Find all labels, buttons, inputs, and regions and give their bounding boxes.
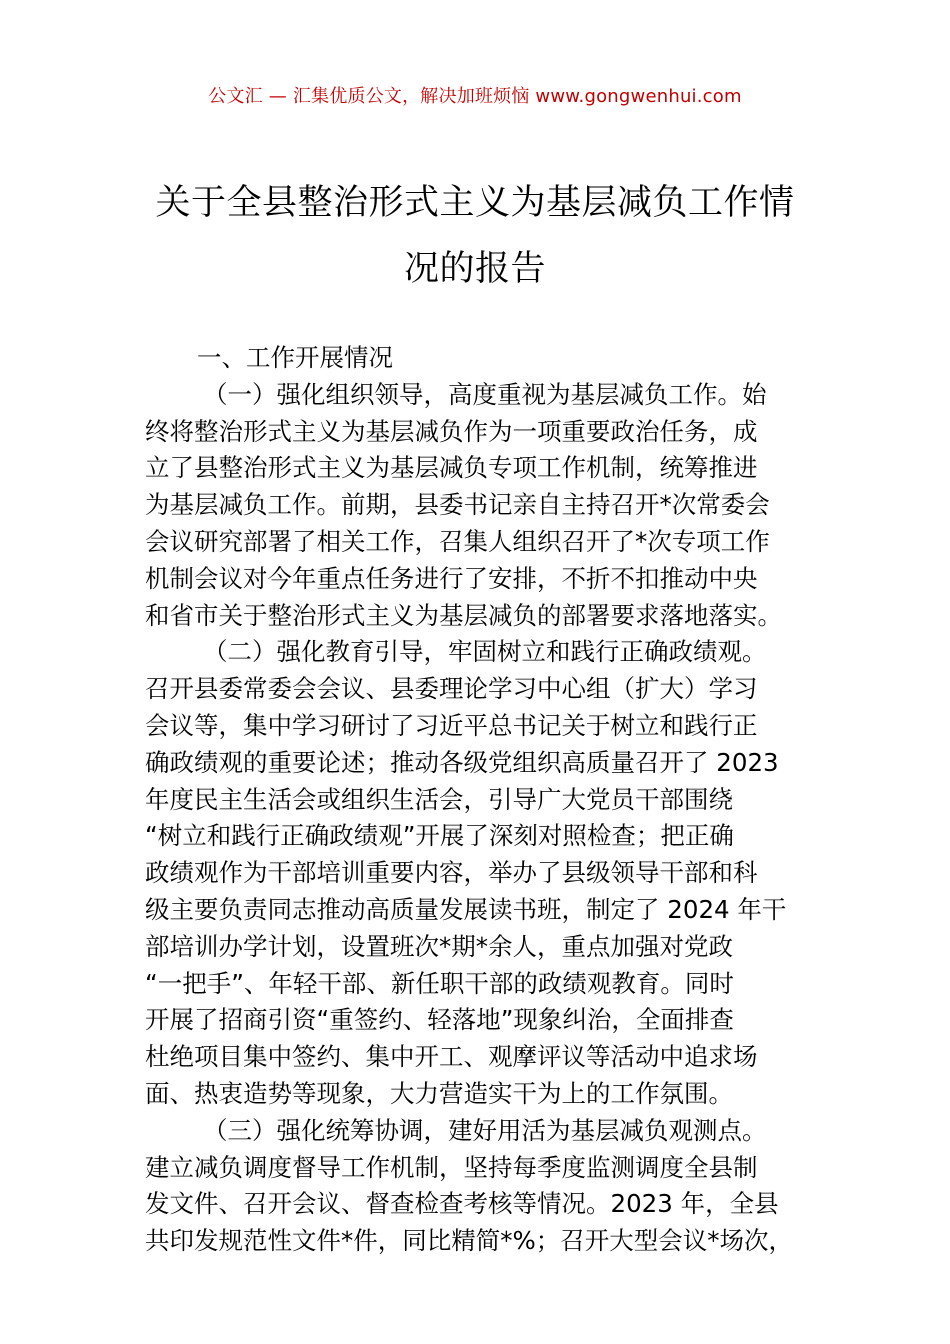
- paragraph-line: （三）强化统筹协调，建好用活为基层减负观测点。: [203, 1115, 767, 1145]
- paragraph-line: 确政绩观的重要论述；推动各级党组织高质量召开了 2023: [145, 747, 779, 777]
- paragraph-line: （一）强化组织领导，高度重视为基层减负工作。始: [203, 379, 767, 409]
- paragraph-3: [145, 1113, 815, 1260]
- title-line-2: 况的报告: [403, 249, 546, 289]
- paragraph-line: 终将整治形式主义为基层减负作为一项重要政治任务，成: [145, 416, 758, 446]
- section-heading: 一、工作开展情况: [197, 343, 393, 372]
- site-banner[interactable]: 公文汇 — 汇集优质公文，解决加班烦恼 www.gongwenhui.com: [208, 86, 742, 107]
- paragraph-line: “树立和践行正确政绩观”开展了深刻对照检查；把正确: [145, 821, 734, 851]
- paragraph-line: 会议等，集中学习研讨了习近平总书记关于树立和践行正: [145, 710, 758, 740]
- paragraph-line: “一把手”、年轻干部、新任职干部的政绩观教育。同时: [145, 968, 734, 998]
- paragraph-line: 发文件、召开会议、督查检查考核等情况。2023 年，全县: [145, 1189, 779, 1219]
- paragraph-line: 会议研究部署了相关工作，召集人组织召开了*次专项工作: [145, 526, 770, 556]
- paragraph-1: [145, 377, 815, 635]
- paragraph-line: 召开县委常委会会议、县委理论学习中心组（扩大）学习: [145, 674, 758, 704]
- paragraph-line: 政绩观作为干部培训重要内容，举办了县级领导干部和科: [145, 858, 758, 888]
- paragraph-line: 级主要负责同志推动高质量发展读书班，制定了 2024 年干: [145, 894, 787, 924]
- document-body: [145, 340, 815, 1260]
- paragraph-line: 面、热衷造势等现象，大力营造实干为上的工作氛围。: [145, 1078, 733, 1108]
- paragraph-2: [145, 634, 815, 1112]
- paragraph-line: 为基层减负工作。前期，县委书记亲自主持召开*次常委会: [145, 490, 770, 520]
- paragraph-line: 立了县整治形式主义为基层减负专项工作机制，统筹推进: [145, 453, 758, 483]
- paragraph-line: 共印发规范性文件*件，同比精简*%；召开大型会议*场次，: [145, 1226, 794, 1256]
- paragraph-line: （二）强化教育引导，牢固树立和践行正确政绩观。: [203, 637, 767, 667]
- paragraph-line: 年度民主生活会或组织生活会，引导广大党员干部围绕: [145, 784, 733, 814]
- paragraph-line: 机制会议对今年重点任务进行了安排，不折不扣推动中央: [145, 563, 758, 593]
- paragraph-line: 建立减负调度督导工作机制，坚持每季度监测调度全县制: [145, 1152, 758, 1182]
- document-title: [145, 170, 805, 302]
- paragraph-line: 和省市关于整治形式主义为基层减负的部署要求落地落实。: [145, 600, 782, 630]
- paragraph-line: 开展了招商引资“重签约、轻落地”现象纠治，全面排查: [145, 1005, 734, 1035]
- paragraph-line: 杜绝项目集中签约、集中开工、观摩评议等活动中追求场: [145, 1042, 758, 1072]
- title-line-1: 关于全县整治形式主义为基层减负工作情: [155, 183, 795, 223]
- paragraph-line: 部培训办学计划，设置班次*期*余人，重点加强对党政: [145, 931, 733, 961]
